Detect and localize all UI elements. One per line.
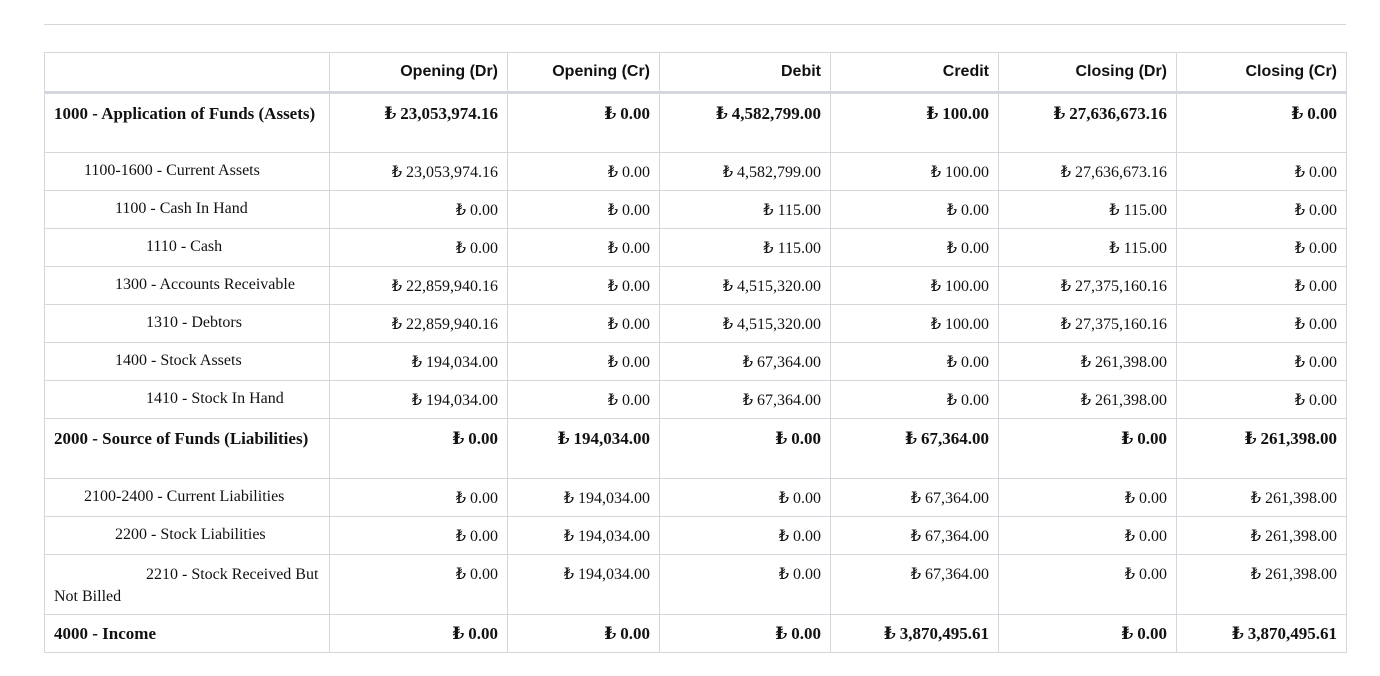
- amount-cell: [330, 305, 508, 343]
- amount-value: 3,870,495.61: [1247, 624, 1337, 643]
- table-row: [45, 479, 1347, 517]
- table-body: [45, 93, 1347, 653]
- amount-cell: [999, 93, 1177, 153]
- amount-value: 4,515,320.00: [737, 316, 821, 333]
- amount-value: 67,364.00: [925, 528, 989, 545]
- amount-value: 0.00: [1309, 354, 1337, 371]
- currency-symbol: ₺: [1294, 392, 1305, 409]
- currency-symbol: ₺: [910, 528, 921, 545]
- amount-value: 0.00: [470, 566, 498, 583]
- amount-cell: [999, 615, 1177, 653]
- currency-symbol: ₺: [1121, 624, 1134, 643]
- amount-value: 0.00: [468, 429, 498, 448]
- amount-value: 100.00: [942, 104, 989, 123]
- amount-cell: [1177, 93, 1347, 153]
- currency-symbol: ₺: [742, 392, 753, 409]
- amount-value: 22,859,940.16: [406, 278, 498, 295]
- amount-value: 0.00: [1309, 278, 1337, 295]
- table-header: [45, 53, 1347, 93]
- amount-value: 115.00: [1123, 240, 1167, 257]
- currency-symbol: ₺: [607, 354, 618, 371]
- table-row: [45, 555, 1347, 615]
- amount-value: 194,034.00: [578, 528, 650, 545]
- amount-cell: [508, 615, 660, 653]
- currency-symbol: ₺: [1124, 566, 1135, 583]
- amount-value: 0.00: [468, 624, 498, 643]
- debit-column-header: Debit: [660, 53, 831, 93]
- amount-value: 0.00: [470, 202, 498, 219]
- currency-symbol: ₺: [722, 278, 733, 295]
- trial-balance-table: [44, 52, 1347, 653]
- currency-symbol: ₺: [775, 624, 788, 643]
- currency-symbol: ₺: [715, 104, 728, 123]
- account-label: 2210 - Stock Received But Not Billed: [54, 566, 319, 605]
- amount-cell: [508, 381, 660, 419]
- amount-value: 0.00: [1137, 429, 1167, 448]
- amount-value: 4,582,799.00: [731, 104, 821, 123]
- currency-symbol: ₺: [946, 240, 957, 257]
- amount-value: 3,870,495.61: [899, 624, 989, 643]
- amount-cell: [508, 343, 660, 381]
- amount-value: 0.00: [622, 278, 650, 295]
- amount-value: 67,364.00: [921, 429, 989, 448]
- account-name: [45, 305, 330, 343]
- currency-symbol: ₺: [763, 240, 774, 257]
- amount-value: 0.00: [622, 202, 650, 219]
- amount-cell: [1177, 191, 1347, 229]
- table-row: [45, 305, 1347, 343]
- currency-symbol: ₺: [1060, 164, 1071, 181]
- amount-value: 261,398.00: [1095, 354, 1167, 371]
- amount-value: 0.00: [1139, 566, 1167, 583]
- account-label: 4000 - Income: [54, 624, 156, 643]
- amount-cell: [1177, 479, 1347, 517]
- amount-cell: [999, 229, 1177, 267]
- amount-value: 194,034.00: [578, 490, 650, 507]
- amount-cell: [831, 93, 999, 153]
- header-row: [45, 53, 1347, 93]
- currency-symbol: ₺: [455, 240, 466, 257]
- currency-symbol: ₺: [905, 429, 917, 448]
- account-name: [45, 153, 330, 191]
- amount-cell: [831, 419, 999, 479]
- amount-value: 0.00: [622, 164, 650, 181]
- account-name: [45, 419, 330, 479]
- amount-value: 0.00: [1309, 392, 1337, 409]
- amount-cell: [831, 517, 999, 555]
- credit-column-header: Credit: [831, 53, 999, 93]
- account-name: [45, 555, 330, 615]
- amount-cell: [831, 381, 999, 419]
- amount-value: 100.00: [945, 316, 989, 333]
- amount-value: 194,034.00: [573, 429, 650, 448]
- amount-value: 67,364.00: [925, 566, 989, 583]
- amount-cell: [831, 191, 999, 229]
- currency-symbol: ₺: [452, 624, 465, 643]
- account-label: 1100 - Cash In Hand: [115, 200, 248, 217]
- amount-cell: [999, 479, 1177, 517]
- currency-symbol: ₺: [1294, 354, 1305, 371]
- currency-symbol: ₺: [1291, 104, 1304, 123]
- amount-cell: [330, 343, 508, 381]
- amount-cell: [330, 93, 508, 153]
- table-row: [45, 191, 1347, 229]
- amount-value: 0.00: [793, 566, 821, 583]
- amount-value: 194,034.00: [426, 354, 498, 371]
- table-row: [45, 517, 1347, 555]
- currency-symbol: ₺: [930, 316, 941, 333]
- table-row: [45, 615, 1347, 653]
- currency-symbol: ₺: [1053, 104, 1066, 123]
- amount-cell: [831, 305, 999, 343]
- amount-cell: [508, 305, 660, 343]
- amount-cell: [330, 381, 508, 419]
- amount-value: 4,515,320.00: [737, 278, 821, 295]
- currency-symbol: ₺: [607, 278, 618, 295]
- currency-symbol: ₺: [1250, 490, 1261, 507]
- currency-symbol: ₺: [1250, 528, 1261, 545]
- amount-cell: [508, 555, 660, 615]
- amount-cell: [1177, 517, 1347, 555]
- currency-symbol: ₺: [778, 528, 789, 545]
- currency-symbol: ₺: [778, 566, 789, 583]
- amount-cell: [999, 517, 1177, 555]
- amount-value: 23,053,974.16: [400, 104, 498, 123]
- amount-value: 0.00: [470, 240, 498, 257]
- amount-cell: [508, 479, 660, 517]
- currency-symbol: ₺: [930, 164, 941, 181]
- currency-symbol: ₺: [455, 202, 466, 219]
- amount-value: 67,364.00: [757, 392, 821, 409]
- amount-cell: [508, 267, 660, 305]
- currency-symbol: ₺: [926, 104, 939, 123]
- currency-symbol: ₺: [1080, 392, 1091, 409]
- amount-value: 27,375,160.16: [1075, 278, 1167, 295]
- currency-symbol: ₺: [1124, 528, 1135, 545]
- account-name: [45, 93, 330, 153]
- currency-symbol: ₺: [1121, 429, 1134, 448]
- amount-value: 67,364.00: [757, 354, 821, 371]
- currency-symbol: ₺: [1060, 278, 1071, 295]
- amount-value: 27,636,673.16: [1075, 164, 1167, 181]
- account-name: [45, 267, 330, 305]
- amount-cell: [1177, 419, 1347, 479]
- amount-cell: [660, 229, 831, 267]
- amount-cell: [831, 229, 999, 267]
- amount-value: 261,398.00: [1095, 392, 1167, 409]
- amount-cell: [999, 419, 1177, 479]
- table-row: [45, 419, 1347, 479]
- currency-symbol: ₺: [384, 104, 397, 123]
- table-row: [45, 229, 1347, 267]
- amount-cell: [660, 419, 831, 479]
- amount-value: 0.00: [793, 490, 821, 507]
- amount-value: 261,398.00: [1260, 429, 1337, 448]
- table-row: [45, 343, 1347, 381]
- amount-value: 0.00: [470, 528, 498, 545]
- amount-value: 0.00: [622, 392, 650, 409]
- currency-symbol: ₺: [607, 164, 618, 181]
- currency-symbol: ₺: [1080, 354, 1091, 371]
- amount-value: 0.00: [791, 429, 821, 448]
- amount-cell: [660, 267, 831, 305]
- amount-cell: [1177, 267, 1347, 305]
- account-label: 1110 - Cash: [146, 238, 223, 255]
- account-label: 1410 - Stock In Hand: [146, 390, 284, 407]
- currency-symbol: ₺: [411, 354, 422, 371]
- amount-value: 261,398.00: [1265, 528, 1337, 545]
- currency-symbol: ₺: [883, 624, 896, 643]
- amount-cell: [831, 267, 999, 305]
- amount-cell: [999, 267, 1177, 305]
- amount-value: 0.00: [961, 240, 989, 257]
- amount-cell: [508, 229, 660, 267]
- amount-cell: [660, 615, 831, 653]
- account-label: 2200 - Stock Liabilities: [115, 526, 266, 543]
- currency-symbol: ₺: [455, 490, 466, 507]
- amount-cell: [330, 267, 508, 305]
- amount-value: 0.00: [1309, 316, 1337, 333]
- currency-symbol: ₺: [391, 164, 402, 181]
- account-label: 2000 - Source of Funds (Liabilities): [54, 429, 309, 448]
- account-column-header: [45, 53, 330, 93]
- currency-symbol: ₺: [607, 392, 618, 409]
- opening-dr-column-header: Opening (Dr): [330, 53, 508, 93]
- account-name: [45, 615, 330, 653]
- currency-symbol: ₺: [607, 316, 618, 333]
- account-name: [45, 343, 330, 381]
- currency-symbol: ₺: [910, 566, 921, 583]
- account-label: 1300 - Accounts Receivable: [115, 276, 295, 293]
- account-label: 1000 - Application of Funds (Assets): [54, 104, 316, 123]
- closing-dr-column-header: Closing (Dr): [999, 53, 1177, 93]
- amount-cell: [330, 229, 508, 267]
- account-label: 2100-2400 - Current Liabilities: [84, 488, 285, 505]
- amount-value: 27,375,160.16: [1075, 316, 1167, 333]
- amount-value: 0.00: [1309, 240, 1337, 257]
- currency-symbol: ₺: [1109, 202, 1120, 219]
- account-label: 1310 - Debtors: [146, 314, 242, 331]
- amount-cell: [330, 419, 508, 479]
- amount-cell: [508, 153, 660, 191]
- amount-value: 0.00: [622, 240, 650, 257]
- currency-symbol: ₺: [1294, 202, 1305, 219]
- currency-symbol: ₺: [452, 429, 465, 448]
- table-row: [45, 153, 1347, 191]
- amount-value: 115.00: [777, 202, 821, 219]
- currency-symbol: ₺: [1294, 278, 1305, 295]
- account-label: 1400 - Stock Assets: [115, 352, 242, 369]
- currency-symbol: ₺: [775, 429, 788, 448]
- amount-cell: [831, 479, 999, 517]
- amount-value: 0.00: [622, 316, 650, 333]
- amount-value: 4,582,799.00: [737, 164, 821, 181]
- currency-symbol: ₺: [946, 392, 957, 409]
- amount-cell: [831, 153, 999, 191]
- amount-value: 261,398.00: [1265, 490, 1337, 507]
- amount-cell: [1177, 381, 1347, 419]
- amount-value: 0.00: [793, 528, 821, 545]
- currency-symbol: ₺: [1294, 316, 1305, 333]
- currency-symbol: ₺: [1060, 316, 1071, 333]
- amount-cell: [999, 343, 1177, 381]
- amount-value: 0.00: [620, 104, 650, 123]
- currency-symbol: ₺: [1250, 566, 1261, 583]
- amount-cell: [330, 615, 508, 653]
- amount-value: 0.00: [961, 354, 989, 371]
- amount-cell: [660, 517, 831, 555]
- currency-symbol: ₺: [557, 429, 570, 448]
- amount-value: 0.00: [1139, 490, 1167, 507]
- currency-symbol: ₺: [411, 392, 422, 409]
- amount-value: 0.00: [961, 202, 989, 219]
- amount-cell: [831, 555, 999, 615]
- currency-symbol: ₺: [607, 240, 618, 257]
- account-name: [45, 479, 330, 517]
- currency-symbol: ₺: [604, 624, 617, 643]
- currency-symbol: ₺: [391, 278, 402, 295]
- table-row: [45, 93, 1347, 153]
- currency-symbol: ₺: [742, 354, 753, 371]
- amount-cell: [1177, 153, 1347, 191]
- amount-cell: [660, 381, 831, 419]
- opening-cr-column-header: Opening (Cr): [508, 53, 660, 93]
- amount-value: 22,859,940.16: [406, 316, 498, 333]
- amount-cell: [660, 153, 831, 191]
- amount-cell: [1177, 343, 1347, 381]
- amount-value: 194,034.00: [578, 566, 650, 583]
- amount-cell: [1177, 615, 1347, 653]
- currency-symbol: ₺: [563, 566, 574, 583]
- currency-symbol: ₺: [1294, 240, 1305, 257]
- currency-symbol: ₺: [722, 316, 733, 333]
- currency-symbol: ₺: [1244, 429, 1257, 448]
- amount-cell: [330, 555, 508, 615]
- amount-cell: [999, 153, 1177, 191]
- currency-symbol: ₺: [722, 164, 733, 181]
- currency-symbol: ₺: [1109, 240, 1120, 257]
- account-name: [45, 381, 330, 419]
- amount-cell: [330, 517, 508, 555]
- currency-symbol: ₺: [946, 202, 957, 219]
- amount-cell: [508, 419, 660, 479]
- amount-value: 0.00: [1309, 202, 1337, 219]
- amount-cell: [660, 479, 831, 517]
- currency-symbol: ₺: [1124, 490, 1135, 507]
- amount-cell: [999, 191, 1177, 229]
- currency-symbol: ₺: [910, 490, 921, 507]
- amount-cell: [660, 93, 831, 153]
- currency-symbol: ₺: [778, 490, 789, 507]
- amount-value: 0.00: [620, 624, 650, 643]
- currency-symbol: ₺: [763, 202, 774, 219]
- amount-cell: [999, 555, 1177, 615]
- account-name: [45, 517, 330, 555]
- currency-symbol: ₺: [1294, 164, 1305, 181]
- currency-symbol: ₺: [607, 202, 618, 219]
- amount-cell: [330, 479, 508, 517]
- top-divider: [44, 24, 1346, 25]
- amount-cell: [330, 153, 508, 191]
- amount-cell: [660, 191, 831, 229]
- amount-cell: [508, 191, 660, 229]
- amount-value: 27,636,673.16: [1069, 104, 1167, 123]
- amount-cell: [831, 615, 999, 653]
- amount-value: 0.00: [791, 624, 821, 643]
- amount-value: 100.00: [945, 164, 989, 181]
- amount-cell: [1177, 305, 1347, 343]
- amount-value: 0.00: [961, 392, 989, 409]
- amount-value: 0.00: [470, 490, 498, 507]
- amount-value: 261,398.00: [1265, 566, 1337, 583]
- currency-symbol: ₺: [455, 566, 466, 583]
- amount-cell: [508, 517, 660, 555]
- amount-cell: [660, 305, 831, 343]
- currency-symbol: ₺: [946, 354, 957, 371]
- table-row: [45, 267, 1347, 305]
- amount-value: 100.00: [945, 278, 989, 295]
- amount-cell: [1177, 229, 1347, 267]
- amount-value: 0.00: [1307, 104, 1337, 123]
- amount-value: 115.00: [1123, 202, 1167, 219]
- currency-symbol: ₺: [455, 528, 466, 545]
- amount-cell: [999, 305, 1177, 343]
- amount-value: 0.00: [1309, 164, 1337, 181]
- amount-cell: [660, 343, 831, 381]
- account-name: [45, 229, 330, 267]
- closing-cr-column-header: Closing (Cr): [1177, 53, 1347, 93]
- amount-value: 0.00: [1139, 528, 1167, 545]
- amount-value: 115.00: [777, 240, 821, 257]
- amount-value: 0.00: [1137, 624, 1167, 643]
- amount-cell: [831, 343, 999, 381]
- amount-value: 0.00: [622, 354, 650, 371]
- table-row: [45, 381, 1347, 419]
- account-label: 1100-1600 - Current Assets: [84, 162, 260, 179]
- currency-symbol: ₺: [563, 490, 574, 507]
- account-name: [45, 191, 330, 229]
- amount-value: 23,053,974.16: [406, 164, 498, 181]
- currency-symbol: ₺: [563, 528, 574, 545]
- amount-cell: [660, 555, 831, 615]
- currency-symbol: ₺: [930, 278, 941, 295]
- amount-cell: [330, 191, 508, 229]
- currency-symbol: ₺: [1231, 624, 1244, 643]
- amount-value: 67,364.00: [925, 490, 989, 507]
- amount-cell: [1177, 555, 1347, 615]
- currency-symbol: ₺: [604, 104, 617, 123]
- currency-symbol: ₺: [391, 316, 402, 333]
- amount-cell: [999, 381, 1177, 419]
- amount-value: 194,034.00: [426, 392, 498, 409]
- amount-cell: [508, 93, 660, 153]
